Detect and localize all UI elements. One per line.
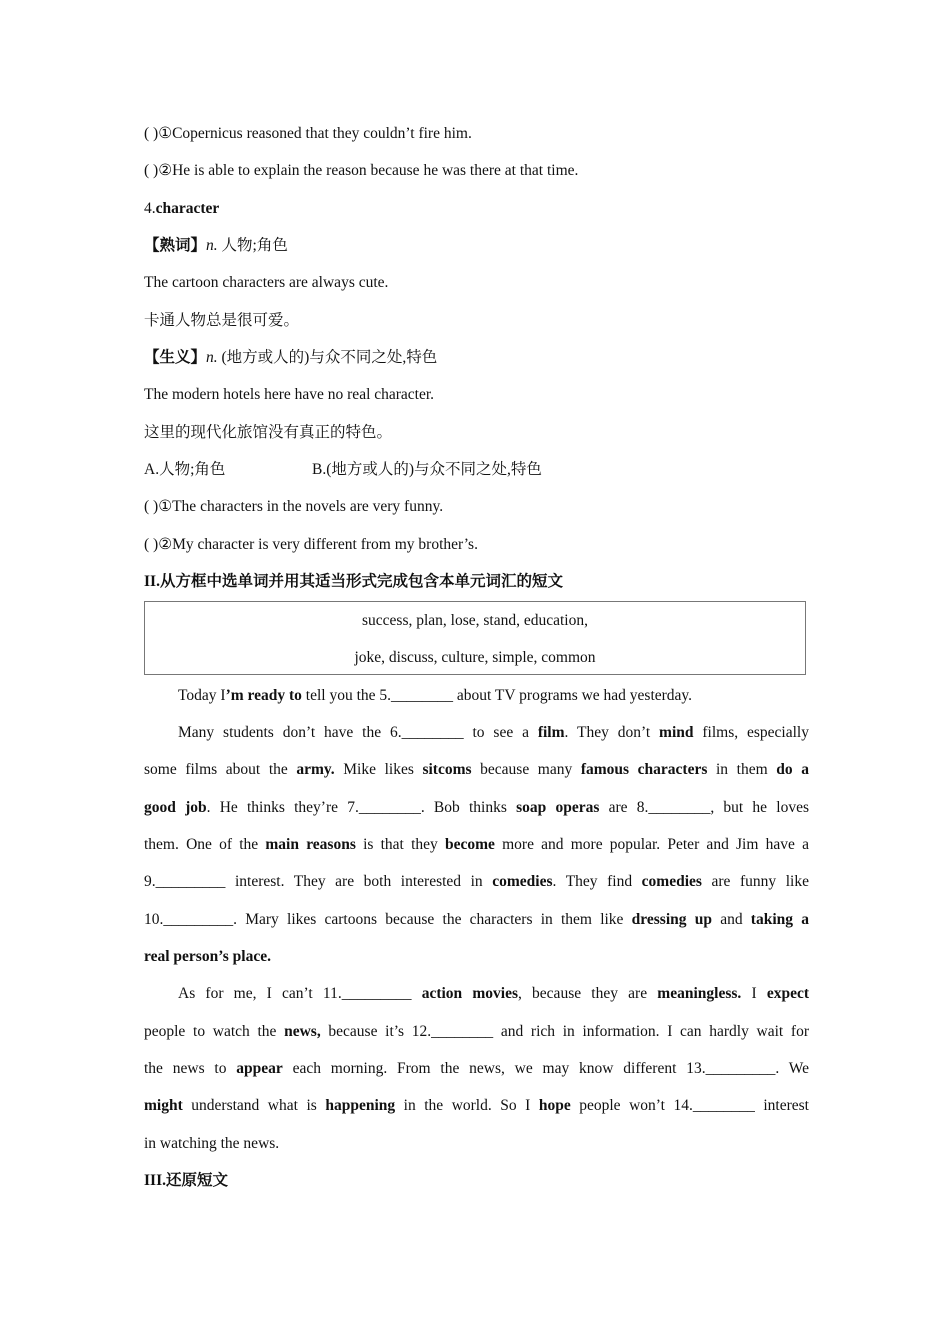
bold-run: do a — [776, 761, 809, 778]
text-run: some films about the — [144, 761, 297, 778]
paragraph-3-line-2 — [144, 1022, 809, 1042]
option-b: B.(地方或人的)与众不同之处,特色 — [312, 461, 542, 478]
question-4-1: ( )①The characters in the novels are very funny. — [144, 498, 444, 515]
text-run: each morning. From the news, we may know different 13._________. We — [282, 1060, 809, 1077]
section-2-number: II. — [144, 573, 160, 590]
bold-run: real person’s place. — [144, 948, 271, 965]
text-run: in the world. So I — [395, 1097, 539, 1114]
word-4-heading — [144, 199, 809, 219]
question-3-1: ( )①Copernicus reasoned that they couldn’t fire him. — [144, 125, 472, 142]
heading-number: 4. — [144, 200, 156, 217]
word-box — [144, 601, 806, 675]
bold-run: meaningless. — [657, 985, 742, 1002]
text-run: people won’t 14.________ interest — [570, 1097, 809, 1114]
text-run: in them — [707, 761, 777, 778]
paragraph-2-line-7 — [144, 947, 809, 967]
section-2-text: 从方框中选单词并用其适当形式完成包含本单元词汇的短文 — [159, 573, 563, 590]
heading-word: character — [155, 200, 220, 217]
text-run: I — [741, 985, 767, 1002]
paragraph-2-line-1 — [178, 723, 809, 743]
question-3-2: ( )②He is able to explain the reason because he was there at that time. — [144, 162, 579, 179]
bold-run: hope — [538, 1097, 571, 1114]
bold-run: appear — [236, 1060, 283, 1077]
paragraph-2-line-2 — [144, 760, 809, 780]
paragraph-3-line-3 — [144, 1059, 809, 1079]
paragraph-3-line-5: in watching the news. — [144, 1135, 280, 1152]
text-run: . They find — [552, 873, 642, 890]
text-run: . They don’t — [564, 724, 660, 741]
new-definition: (地方或人的)与众不同之处,特色 — [217, 349, 438, 366]
section-2-title — [144, 572, 809, 592]
bold-run: taking a — [750, 911, 809, 928]
text-run: and — [711, 911, 751, 928]
familiar-pos: n. — [206, 237, 218, 254]
text-run: Many students don’t have the 6.________ to see a — [178, 724, 538, 741]
text-run: the news to — [144, 1060, 237, 1077]
paragraph-3-line-4 — [144, 1096, 809, 1116]
bold-run: dressing up — [631, 911, 712, 928]
paragraph-2-line-6 — [144, 910, 809, 930]
paragraph-2-line-5 — [144, 872, 809, 892]
new-example-en: The modern hotels here have no real character. — [144, 386, 435, 403]
word-box-line-1: success, plan, lose, stand, education, — [362, 612, 588, 629]
text-run: because many — [471, 761, 581, 778]
text-run: are funny like — [701, 873, 809, 890]
bold-run: comedies — [641, 873, 702, 890]
text-run: , because they are — [517, 985, 658, 1002]
options-line — [144, 460, 809, 480]
familiar-meaning — [144, 236, 809, 256]
bold-run: news, — [284, 1023, 321, 1040]
bold-run: sitcoms — [422, 761, 472, 778]
paragraph-2-line-4 — [144, 835, 809, 855]
option-a: A.人物;角色 — [144, 461, 226, 478]
paragraph-1-line-1 — [178, 686, 809, 706]
bold-run: mind — [659, 724, 694, 741]
bold-run: ’m ready to — [225, 687, 302, 704]
bold-run: might — [144, 1097, 183, 1114]
familiar-tag: 【熟词】 — [144, 237, 207, 254]
bold-run: famous characters — [580, 761, 708, 778]
text-run: are 8.________, but he loves — [599, 799, 809, 816]
text-run: Today I — [178, 687, 226, 704]
text-run: As for me, I can’t 11._________ — [178, 985, 422, 1002]
paragraph-2-line-3 — [144, 798, 809, 818]
bold-run: soap operas — [516, 799, 600, 816]
text-run: tell you the 5.________ about TV programs we had yesterday. — [301, 687, 693, 704]
familiar-example-zh: 卡通人物总是很可爱。 — [144, 312, 300, 329]
section-3-number: III. — [144, 1172, 166, 1189]
section-3-title — [144, 1171, 809, 1191]
bold-run: happening — [325, 1097, 396, 1114]
text-run: them. One of the — [144, 836, 266, 853]
familiar-definition: 人物;角色 — [217, 237, 288, 254]
bold-run: good job — [144, 799, 207, 816]
text-run: people to watch the — [144, 1023, 285, 1040]
question-4-2: ( )②My character is very different from my brother’s. — [144, 536, 478, 553]
paragraph-3-line-1 — [178, 984, 809, 1004]
familiar-example-en: The cartoon characters are always cute. — [144, 274, 389, 291]
text-run: more and more popular. Peter and Jim have a — [494, 836, 809, 853]
bold-run: army. — [296, 761, 335, 778]
text-run: is that they — [355, 836, 445, 853]
text-run: Mike likes — [334, 761, 423, 778]
text-run: 9._________ interest. They are both interested in — [144, 873, 493, 890]
new-example-zh: 这里的现代化旅馆没有真正的特色。 — [144, 424, 393, 441]
text-run: . He thinks they’re 7.________. Bob thinks — [206, 799, 517, 816]
new-pos: n. — [206, 349, 218, 366]
word-box-line-2: joke, discuss, culture, simple, common — [354, 649, 596, 666]
bold-run: become — [444, 836, 495, 853]
section-3-text: 还原短文 — [165, 1172, 228, 1189]
text-run: because it’s 12.________ and rich in information. I can hardly wait for — [320, 1023, 809, 1040]
bold-run: action movies — [421, 985, 518, 1002]
new-tag: 【生义】 — [144, 349, 207, 366]
bold-run: film — [537, 724, 565, 741]
bold-run: comedies — [492, 873, 553, 890]
bold-run: main reasons — [265, 836, 356, 853]
text-run: 10._________. Mary likes cartoons because the characters in them like — [144, 911, 632, 928]
text-run: films, especially — [693, 724, 809, 741]
bold-run: expect — [766, 985, 809, 1002]
text-run: understand what is — [182, 1097, 326, 1114]
new-meaning — [144, 348, 809, 368]
